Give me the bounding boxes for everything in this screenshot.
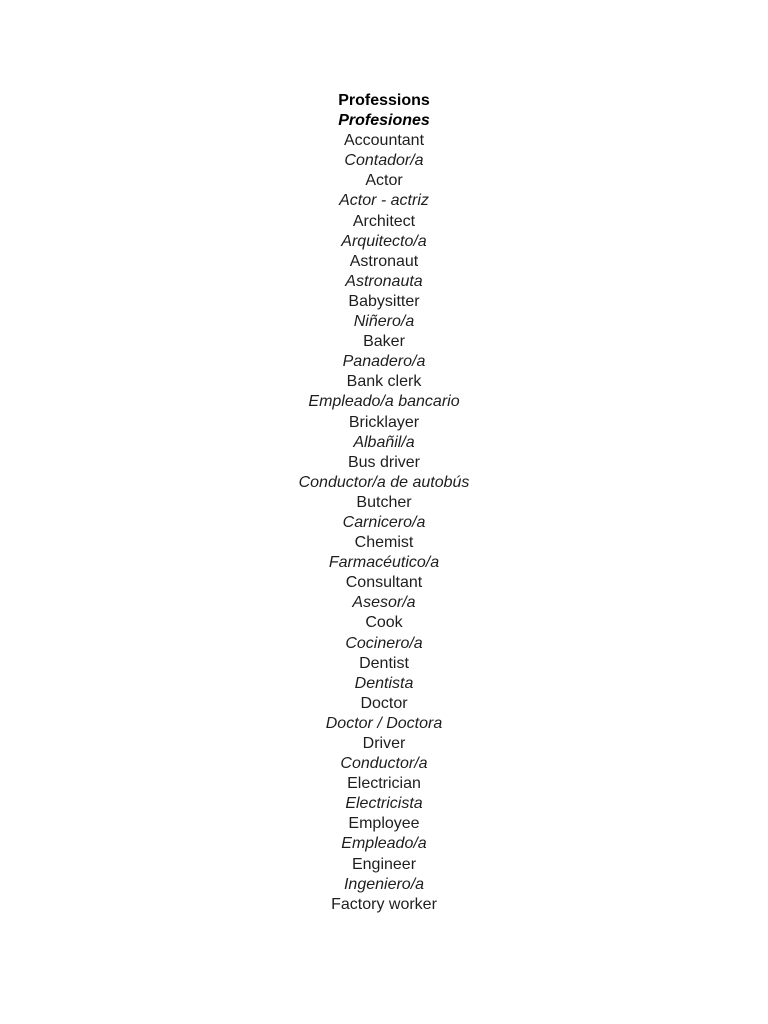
entry-english: Consultant (345, 574, 423, 592)
entry-spanish: Dentista (354, 674, 414, 692)
title-english: Professions (338, 92, 430, 109)
entry-english: Baker (363, 333, 405, 351)
entry-english: Actor (365, 172, 403, 190)
entry-english: Astronaut (349, 252, 419, 270)
entry-spanish: Astronauta (345, 272, 423, 290)
entry-english: Architect (352, 212, 416, 230)
entry-spanish: Ingeniero/a (343, 875, 425, 893)
entry-english: Accountant (343, 132, 425, 150)
entry-spanish: Niñero/a (353, 313, 415, 331)
entry-spanish: Albañil/a (353, 433, 415, 451)
entry-english: Electrician (347, 775, 421, 793)
entry-spanish: Actor - actriz (339, 192, 429, 210)
entry-english: Engineer (351, 855, 417, 873)
entry-spanish: Conductor/a de autobús (298, 473, 470, 491)
entry-spanish: Asesor/a (352, 594, 416, 612)
entry-spanish: Arquitecto/a (341, 232, 427, 250)
title-spanish: Profesiones (338, 112, 430, 130)
entry-english: Butcher (356, 493, 412, 511)
entry-english: Dentist (359, 654, 409, 672)
entry-english: Babysitter (348, 292, 420, 310)
entry-spanish: Electricista (345, 795, 423, 813)
entry-english: Employee (348, 815, 420, 833)
professions-word-list (0, 91, 768, 915)
entry-english: Doctor (360, 694, 408, 712)
entry-spanish: Farmacéutico/a (328, 554, 440, 572)
entry-spanish: Panadero/a (342, 353, 426, 371)
entry-english: Chemist (354, 534, 414, 552)
entries-list (0, 131, 768, 915)
entry-spanish: Contador/a (344, 152, 424, 170)
entry-english: Bank clerk (346, 373, 422, 391)
entry-spanish: Doctor / Doctora (325, 714, 443, 732)
entry-spanish: Carnicero/a (342, 513, 426, 531)
entry-spanish: Conductor/a (340, 755, 428, 773)
entry-english: Cook (365, 614, 403, 632)
entry-english: Driver (362, 735, 406, 752)
entry-spanish: Cocinero/a (345, 634, 423, 652)
entry-english: Bricklayer (348, 413, 420, 431)
entry-english: Bus driver (347, 453, 421, 471)
entry-spanish: Empleado/a (341, 835, 427, 853)
entry-english: Factory worker (331, 895, 437, 913)
entry-spanish: Empleado/a bancario (308, 393, 460, 411)
